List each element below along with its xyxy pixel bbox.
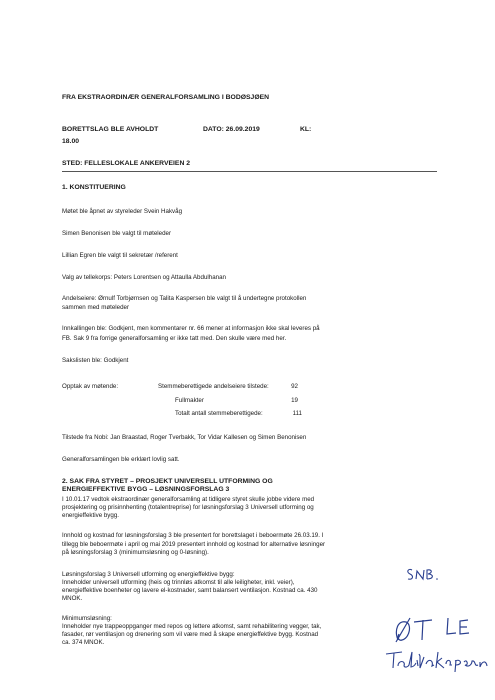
paragraph-line: Innhold og kostnad for løsningsforslag 3 ble presentert for borettslaget i beboermøte 26.03.19. I (62, 532, 324, 539)
paragraph-line: energieffektive bygg. (62, 512, 119, 519)
attendance-row-value: 111 (292, 410, 302, 417)
paragraph-line: FB. Sak 9 fra forrige generalforsamling er ikke tatt med. Den skulle være med her. (62, 335, 287, 342)
meeting-time: 18.00 (62, 138, 80, 145)
paragraph-line: MNOK. (62, 595, 83, 602)
paragraph-line: energieffektive boenheter og lavere el-kostnader, samt balansert ventilasjon. Kostnad ca. 430 (62, 587, 318, 594)
section-2-heading-line-2: ENERGIEFFEKTIVE BYGG – LØSNINGSFORSLAG 3 (62, 486, 230, 493)
paragraph: Simen Benonisen ble valgt til møteleder (62, 230, 172, 237)
meeting-date: DATO: 26.09.2019 (203, 126, 260, 133)
attendance-row-value: 92 (291, 383, 298, 390)
paragraph-line: I 10.01.17 vedtok ekstraordinær generalforsamling at tidligere styret skulle jobbe videre med (62, 496, 315, 503)
paragraph-line: Innkallingen ble: Godkjent, men kommentarer nr. 66 mener at informasjon ikke skal leveres på (62, 325, 320, 332)
paragraph: Tilstede fra Nobi: Jan Braastad, Roger Tverbakk, Tor Vidar Kallesen og Simen Benonisen (62, 434, 307, 441)
paragraph: Sakslisten ble: Godkjent (62, 357, 129, 364)
paragraph-line: ca. 374 MNOK. (62, 639, 105, 646)
meeting-kl-label: KL: (300, 126, 312, 133)
section-2-heading: 2. SAK FRA STYRET – PROSJEKT UNIVERSELL UTFORMING OG (62, 478, 273, 485)
attendance-row-label: Totalt antall stemmeberettigede: (175, 410, 263, 417)
attendance-row-label: Fullmakter (175, 397, 204, 404)
paragraph: Generalforsamlingen ble erklært lovlig satt. (62, 456, 180, 463)
paragraph: Valg av tellekorps: Peters Lorentsen og Attaulla Abdulhanan (62, 274, 226, 281)
paragraph-line: tillegg ble beboermøte i april og mai 2019 presentert innhold og kostnad for alternative løsninger (62, 541, 326, 548)
paragraph: Lillian Egren ble valgt til sekretær /referent (62, 252, 178, 259)
attendance-row-label: Stemmeberettigede andelseiere tilstede: (158, 383, 269, 390)
meeting-location: STED: FELLESLOKALE ANKERVEIEN 2 (62, 160, 191, 167)
handwritten-initials-snb (404, 564, 444, 586)
section-1-heading: 1. KONSTITUERING (62, 184, 126, 191)
paragraph-line: fasader, rør ventilasjon og drenering som vil være med å skape energieffektive bygg. Kostnad (62, 631, 319, 638)
document-title: FRA EKSTRAORDINÆR GENERALFORSAMLING I BODØSJØEN (62, 94, 270, 101)
attendance-row-value: 19 (291, 397, 298, 404)
paragraph: Møtet ble åpnet av styreleder Svein Hakvåg (62, 208, 183, 215)
paragraph-line: Andelseiere: Ørnulf Torbjørnsen og Talita Kaspersen ble valgt til å undertegne protokollen (62, 295, 307, 302)
paragraph-line: på løsningsforslag 3 (minimumsløsning og 0-løsning). (62, 549, 209, 556)
handwritten-initials (392, 612, 482, 646)
attendance-label: Opptak av møtende: (62, 383, 119, 390)
paragraph-line: prosjektering og prisinnhenting (totalentreprise) for løsningsforslag 3 Universell utforming og (62, 504, 314, 511)
paragraph-line: Løsningsforslag 3 Universell utforming og energieffektive bygg: (62, 571, 235, 578)
divider-line (62, 171, 437, 172)
meeting-line: BORETTSLAG BLE AVHOLDT (62, 126, 159, 133)
paragraph-line: sammen med møteleder (62, 304, 130, 311)
paragraph-line: Inneholder nye trappeoppganger med repos og lettere atkomst, samt rehabilitering vegger, tak, (62, 623, 322, 630)
paragraph-line: Minimumsløsning: (62, 615, 112, 622)
paragraph-line: Inneholder universell utforming (heis og trinnløs atkomst til alle leiligheter, inkl. veier), (62, 579, 295, 586)
handwritten-signature (384, 648, 490, 674)
